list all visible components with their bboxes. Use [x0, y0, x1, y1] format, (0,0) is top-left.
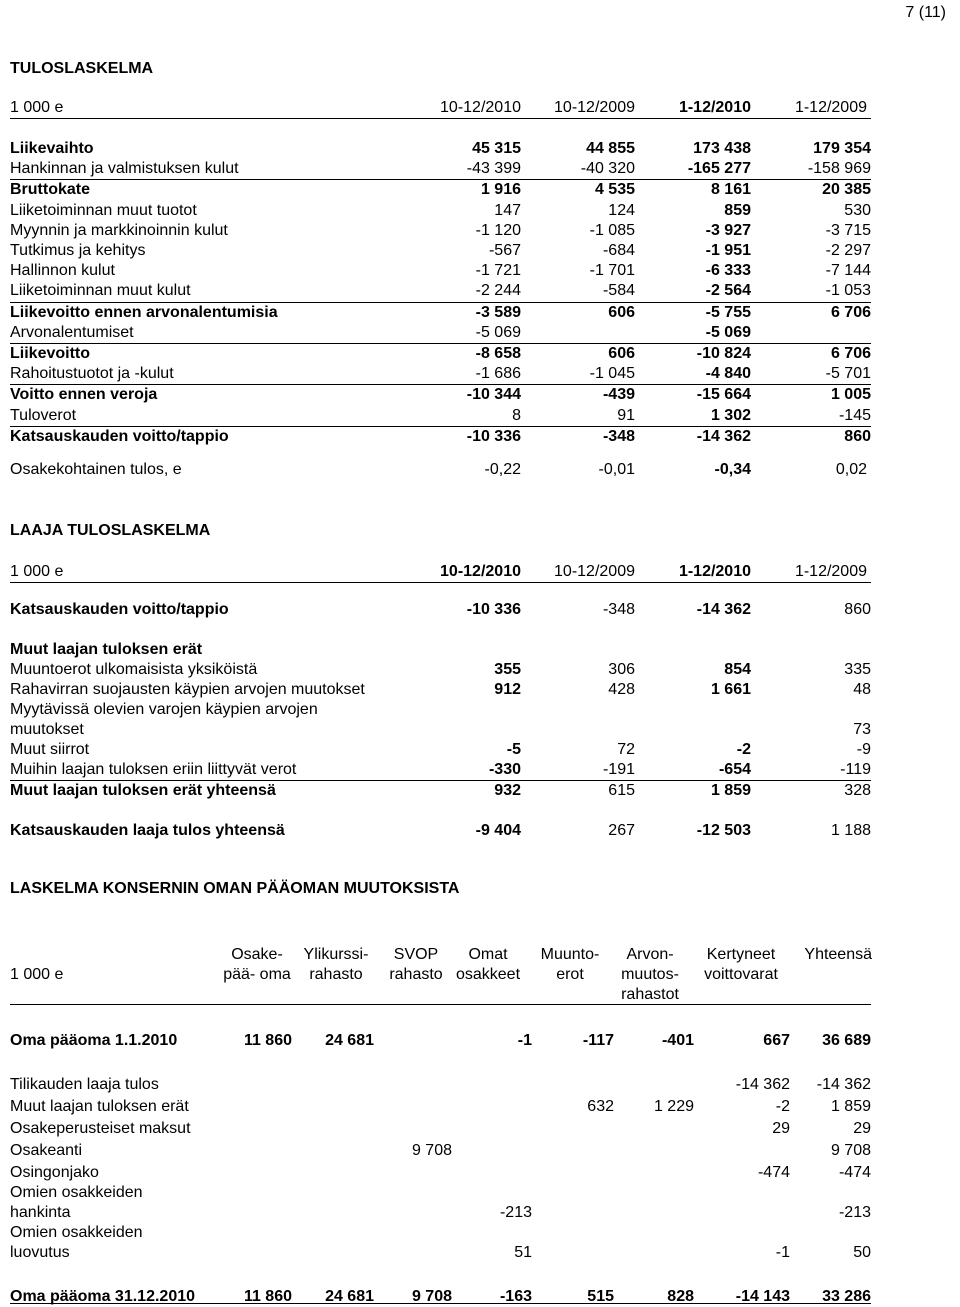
row-value: 36 689 — [822, 1032, 871, 1049]
row-value: 29 — [772, 1120, 790, 1137]
row-value: -8 658 — [475, 344, 521, 362]
col2-header-q4-2009: 10-12/2009 — [554, 563, 635, 580]
row-value: -5 701 — [751, 364, 871, 385]
row-value — [374, 1073, 452, 1095]
row-value: 515 — [587, 1288, 614, 1305]
row-value: 854 — [724, 661, 751, 678]
row-value — [532, 1183, 614, 1223]
row-value — [532, 1117, 614, 1139]
row-value — [694, 1139, 790, 1161]
row-value: 11 860 — [243, 1288, 292, 1305]
row-value — [614, 1223, 694, 1263]
row-label: Liikevoitto ennen arvonalentumisia — [10, 303, 278, 321]
row-value: 606 — [608, 303, 635, 321]
row-label — [10, 700, 405, 740]
col-header-fy-2009: 1-12/2009 — [794, 99, 867, 116]
col3-own-shares: Omat osakkeet — [455, 946, 521, 983]
row-value: -145 — [751, 405, 871, 426]
row-value — [374, 1095, 452, 1117]
row-value: -10 344 — [466, 386, 521, 404]
col3-total: Yhteensä — [804, 946, 872, 963]
row-value: -348 — [602, 427, 635, 445]
table-row — [10, 600, 871, 620]
row-label: Katsauskauden voitto/tappio — [10, 427, 229, 445]
row-label-line2: hankinta — [10, 1204, 71, 1221]
row-value: -330 — [405, 760, 521, 781]
row-value — [532, 1223, 614, 1263]
row-value: -2 297 — [825, 242, 871, 260]
row-label: Rahavirran suojausten käypien arvojen muutokset — [10, 681, 365, 698]
row-value: -4 840 — [635, 364, 751, 385]
row-value — [532, 1161, 614, 1183]
row-value: -684 — [602, 242, 635, 260]
table-row — [10, 760, 871, 781]
row-value: 828 — [667, 1288, 694, 1305]
income-statement-title: TULOSLASKELMA — [10, 60, 154, 77]
row-label: Osakeanti — [10, 1142, 83, 1159]
row-value: -2 — [736, 741, 751, 758]
row-value — [292, 1223, 374, 1263]
row-value: 45 315 — [472, 140, 521, 158]
table-row — [10, 221, 871, 241]
col2-header-fy-2009: 1-12/2009 — [794, 563, 867, 580]
row-label: Myynnin ja markkinoinnin kulut — [10, 221, 228, 239]
row-value — [452, 1117, 532, 1139]
row-value: -1 045 — [521, 364, 635, 385]
row-label: Tilikauden laaja tulos — [10, 1076, 159, 1093]
spacer-row — [10, 801, 871, 821]
unit-label: 1 000 e — [10, 99, 64, 116]
row-value: 24 681 — [325, 1288, 374, 1305]
row-value: 1 859 — [830, 1098, 871, 1115]
row-value: -5 755 — [705, 303, 751, 321]
row-value: -14 362 — [816, 1076, 871, 1093]
row-label-line1: Omien osakkeiden — [10, 1224, 143, 1241]
row-label: Voitto ennen veroja — [10, 386, 158, 404]
row-value: 9 708 — [411, 1288, 452, 1305]
row-value: -43 399 — [405, 159, 521, 180]
row-label: Oma pääoma 31.12.2010 — [10, 1288, 196, 1305]
spacer-row — [10, 1051, 871, 1073]
row-value: -348 — [602, 601, 635, 618]
row-value: 1 188 — [830, 822, 871, 839]
row-value: 1 916 — [480, 181, 521, 199]
eps-q4-2010: -0,22 — [484, 461, 521, 478]
row-value: 33 286 — [822, 1288, 871, 1305]
row-value — [210, 1139, 292, 1161]
row-value — [635, 640, 751, 660]
comprehensive-income-title: LAAJA TULOSLASKELMA — [10, 522, 211, 539]
table-row — [10, 281, 871, 302]
col-header-q4-2009: 10-12/2009 — [554, 99, 635, 116]
row-value: 860 — [844, 427, 871, 445]
table-row — [10, 343, 871, 364]
row-value: 8 161 — [710, 181, 751, 199]
row-value: -213 — [838, 1204, 871, 1221]
row-value: 1 302 — [635, 405, 751, 426]
col-header-fy-2010: 1-12/2010 — [678, 99, 751, 116]
row-value — [694, 1183, 790, 1223]
row-label: Hankinnan ja valmistuksen kulut — [10, 159, 405, 180]
row-value — [614, 1073, 694, 1095]
table-row — [10, 1139, 871, 1161]
row-label — [10, 1183, 210, 1223]
row-value: 6 706 — [830, 303, 871, 321]
row-value: 1 229 — [653, 1098, 694, 1115]
row-label: Liikevaihto — [10, 140, 94, 158]
row-value: -1 686 — [405, 364, 521, 385]
row-value: 51 — [514, 1244, 532, 1261]
table-row — [10, 364, 871, 385]
row-value: -401 — [661, 1032, 694, 1049]
row-value: 606 — [608, 344, 635, 362]
row-value: -1 951 — [705, 242, 751, 260]
row-value: 860 — [844, 601, 871, 618]
row-label: Hallinnon kulut — [10, 262, 115, 280]
table-row — [10, 385, 871, 406]
row-value: -5 069 — [405, 323, 521, 344]
row-label: Liiketoiminnan muut tuotot — [10, 201, 197, 219]
row-value — [374, 1183, 452, 1223]
col3-share-capital: Osake- pää- oma — [223, 946, 291, 983]
table-row — [10, 660, 871, 680]
row-label-line2: luovutus — [10, 1244, 70, 1261]
row-value: -439 — [602, 386, 635, 404]
row-value: 48 — [853, 681, 871, 698]
table-row — [10, 426, 871, 447]
row-value — [210, 1161, 292, 1183]
row-value — [521, 323, 635, 344]
row-value: 179 354 — [813, 140, 871, 158]
row-label: Tutkimus ja kehitys — [10, 242, 146, 260]
row-label: Muut siirrot — [10, 741, 90, 758]
row-value: 73 — [853, 721, 871, 738]
row-value: 29 — [853, 1120, 871, 1137]
table-row — [10, 323, 871, 344]
table-row — [10, 1223, 871, 1263]
row-value: -3 715 — [825, 221, 871, 239]
income-statement-header — [10, 96, 871, 119]
table-row — [10, 1161, 871, 1183]
row-value: -14 362 — [696, 427, 751, 445]
spacer-row — [10, 1263, 871, 1285]
row-value — [374, 1161, 452, 1183]
table-row — [10, 680, 871, 700]
row-value: -1 — [775, 1244, 790, 1261]
row-value: -40 320 — [521, 159, 635, 180]
row-value — [292, 1073, 374, 1095]
row-value — [210, 1183, 292, 1223]
row-value — [532, 1073, 614, 1095]
row-value: -474 — [757, 1164, 790, 1181]
row-value: 1 005 — [830, 386, 871, 404]
row-value: 267 — [608, 822, 635, 839]
row-label: Katsauskauden laaja tulos yhteensä — [10, 822, 285, 839]
row-value: 912 — [494, 681, 521, 698]
row-value: -15 664 — [696, 386, 751, 404]
table-row — [10, 139, 871, 159]
row-value: -14 362 — [735, 1076, 790, 1093]
income-statement-table — [10, 139, 871, 447]
row-value: -3 927 — [705, 221, 751, 239]
row-value: -1 701 — [589, 262, 635, 280]
row-label: Muut laajan tuloksen erät yhteensä — [10, 782, 276, 799]
row-value: 1 859 — [710, 782, 751, 799]
row-value — [210, 1117, 292, 1139]
row-value: -191 — [521, 760, 635, 781]
row-label: Oma pääoma 1.1.2010 — [10, 1032, 178, 1049]
row-value — [614, 1139, 694, 1161]
equity-changes-table — [10, 1029, 871, 1307]
row-value: 530 — [844, 201, 871, 219]
row-value: -1 — [517, 1032, 532, 1049]
row-value: 24 681 — [325, 1032, 374, 1049]
row-value: -1 120 — [475, 221, 521, 239]
equity-changes-title: LASKELMA KONSERNIN OMAN PÄÄOMAN MUUTOKSISTA — [10, 880, 460, 897]
row-value: -5 — [506, 741, 521, 758]
row-value: -9 — [856, 741, 871, 758]
row-label-line1: Omien osakkeiden — [10, 1184, 143, 1201]
table-row — [10, 740, 871, 760]
page-number: 7 (11) — [905, 4, 946, 21]
row-label: Osingonjako — [10, 1164, 99, 1181]
table-row — [10, 700, 871, 740]
eps-fy-2009: 0,02 — [835, 461, 867, 478]
row-value: -213 — [499, 1204, 532, 1221]
row-value: 632 — [587, 1098, 614, 1115]
row-value: 124 — [608, 201, 635, 219]
row-value: 932 — [494, 782, 521, 799]
row-value: 4 535 — [594, 181, 635, 199]
row-label: Arvonalentumiset — [10, 323, 405, 344]
row-value: -158 969 — [751, 159, 871, 180]
row-value — [210, 1073, 292, 1095]
row-value: -1 721 — [475, 262, 521, 280]
row-value — [614, 1117, 694, 1139]
row-value: 173 438 — [693, 140, 751, 158]
col3-fair-value: Arvon- muutos- rahastot — [621, 946, 679, 1003]
table-row — [10, 1117, 871, 1139]
row-value: 50 — [853, 1244, 871, 1261]
row-value — [210, 1223, 292, 1263]
row-value — [532, 1139, 614, 1161]
spacer-row — [10, 620, 871, 640]
row-value: -10 336 — [466, 601, 521, 618]
row-value: -2 — [775, 1098, 790, 1115]
row-label — [10, 1223, 210, 1263]
row-value: -14 362 — [696, 601, 751, 618]
row-value: -567 — [488, 242, 521, 260]
table-row — [10, 1095, 871, 1117]
row-value: -654 — [635, 760, 751, 781]
row-value: 9 708 — [411, 1142, 452, 1159]
row-label: Bruttokate — [10, 181, 91, 199]
row-value: -2 564 — [635, 281, 751, 302]
row-value — [374, 1029, 452, 1051]
row-label: Muuntoerot ulkomaisista yksiköistä — [10, 661, 258, 678]
table-row — [10, 640, 871, 660]
row-value — [452, 1161, 532, 1183]
eps-label: Osakekohtainen tulos, e — [10, 461, 182, 478]
row-value: 335 — [844, 661, 871, 678]
col3-retained: Kertyneet voittovarat — [704, 946, 778, 983]
col3-share-premium: Ylikurssi- rahasto — [303, 946, 369, 983]
row-value — [374, 1117, 452, 1139]
row-value — [292, 1139, 374, 1161]
row-value — [452, 1073, 532, 1095]
row-label: Liiketoiminnan muut kulut — [10, 281, 405, 302]
table-row — [10, 302, 871, 323]
row-value — [405, 640, 521, 660]
row-label: Muihin laajan tuloksen eriin liittyvät verot — [10, 760, 405, 781]
row-label: Katsauskauden voitto/tappio — [10, 601, 229, 618]
table-row — [10, 241, 871, 261]
row-value: 11 860 — [243, 1032, 292, 1049]
row-value: -119 — [751, 760, 871, 781]
row-value — [614, 1161, 694, 1183]
row-value: 355 — [494, 661, 521, 678]
row-label: Muut laajan tuloksen erät — [10, 1098, 189, 1115]
comprehensive-income-table — [10, 600, 871, 841]
table-row — [10, 1183, 871, 1223]
row-value — [614, 1183, 694, 1223]
eps-fy-2010: -0,34 — [714, 461, 751, 478]
table-bottom-rule — [10, 1303, 871, 1304]
row-value: -9 404 — [475, 822, 521, 839]
table-row — [10, 405, 871, 426]
row-value: 8 — [405, 405, 521, 426]
unit-label-3: 1 000 e — [10, 966, 64, 983]
row-value: 44 855 — [586, 140, 635, 158]
table-row — [10, 781, 871, 802]
row-value — [210, 1095, 292, 1117]
col-header-q4-2010: 10-12/2010 — [440, 99, 521, 116]
row-value: 20 385 — [822, 181, 871, 199]
row-value — [405, 700, 521, 740]
row-value — [292, 1161, 374, 1183]
row-value: -3 589 — [475, 303, 521, 321]
row-label: Osakeperusteiset maksut — [10, 1120, 191, 1137]
table-row — [10, 821, 871, 841]
row-value: -117 — [582, 1032, 614, 1049]
row-label-line2: muutokset — [10, 721, 84, 738]
row-value: -7 144 — [825, 262, 871, 280]
row-value: -6 333 — [705, 262, 751, 280]
row-value: 6 706 — [830, 344, 871, 362]
row-value — [635, 700, 751, 740]
row-value — [751, 640, 871, 660]
row-value: -2 244 — [405, 281, 521, 302]
row-value: 306 — [608, 661, 635, 678]
table-row — [10, 159, 871, 180]
row-value: 328 — [844, 782, 871, 799]
equity-changes-header — [10, 945, 871, 1005]
row-value: 9 708 — [830, 1142, 871, 1159]
comprehensive-income-header — [10, 560, 871, 583]
row-value: -10 824 — [696, 344, 751, 362]
row-value: -1 053 — [751, 281, 871, 302]
row-label-line1: Myytävissä olevien varojen käypien arvojen — [10, 701, 318, 718]
row-value — [751, 323, 871, 344]
eps-q4-2009: -0,01 — [598, 461, 635, 478]
col3-translation: Muunto- erot — [540, 946, 600, 983]
row-value: 72 — [617, 741, 635, 758]
row-value: 615 — [608, 782, 635, 799]
table-row — [10, 1029, 871, 1051]
row-value: -14 143 — [735, 1288, 790, 1305]
table-row — [10, 201, 871, 221]
col2-header-q4-2010: 10-12/2010 — [440, 563, 521, 580]
unit-label-2: 1 000 e — [10, 563, 64, 580]
row-value — [521, 640, 635, 660]
row-value: -474 — [838, 1164, 871, 1181]
row-value — [521, 700, 635, 740]
col2-header-fy-2010: 1-12/2010 — [678, 563, 751, 580]
row-value — [452, 1095, 532, 1117]
row-value — [292, 1095, 374, 1117]
row-value: -10 336 — [466, 427, 521, 445]
row-value: 147 — [494, 201, 521, 219]
row-value: -1 085 — [589, 221, 635, 239]
row-value: 91 — [521, 405, 635, 426]
row-value — [292, 1183, 374, 1223]
row-value: 1 661 — [710, 681, 751, 698]
row-label: Muut laajan tuloksen erät — [10, 641, 203, 658]
row-value: 859 — [724, 201, 751, 219]
row-value: 428 — [608, 681, 635, 698]
table-row — [10, 180, 871, 201]
col3-svop: SVOP rahasto — [389, 946, 443, 983]
row-value — [374, 1223, 452, 1263]
row-label: Rahoitustuotot ja -kulut — [10, 364, 405, 385]
table-row — [10, 261, 871, 281]
row-value: -163 — [499, 1288, 532, 1305]
row-value: -5 069 — [635, 323, 751, 344]
row-value — [452, 1139, 532, 1161]
row-value: -584 — [521, 281, 635, 302]
row-label: Liikevoitto — [10, 344, 91, 362]
row-value — [292, 1117, 374, 1139]
row-value: 667 — [763, 1032, 790, 1049]
row-label: Tuloverot — [10, 405, 405, 426]
row-value: -12 503 — [696, 822, 751, 839]
table-row — [10, 1073, 871, 1095]
row-value: -165 277 — [635, 159, 751, 180]
